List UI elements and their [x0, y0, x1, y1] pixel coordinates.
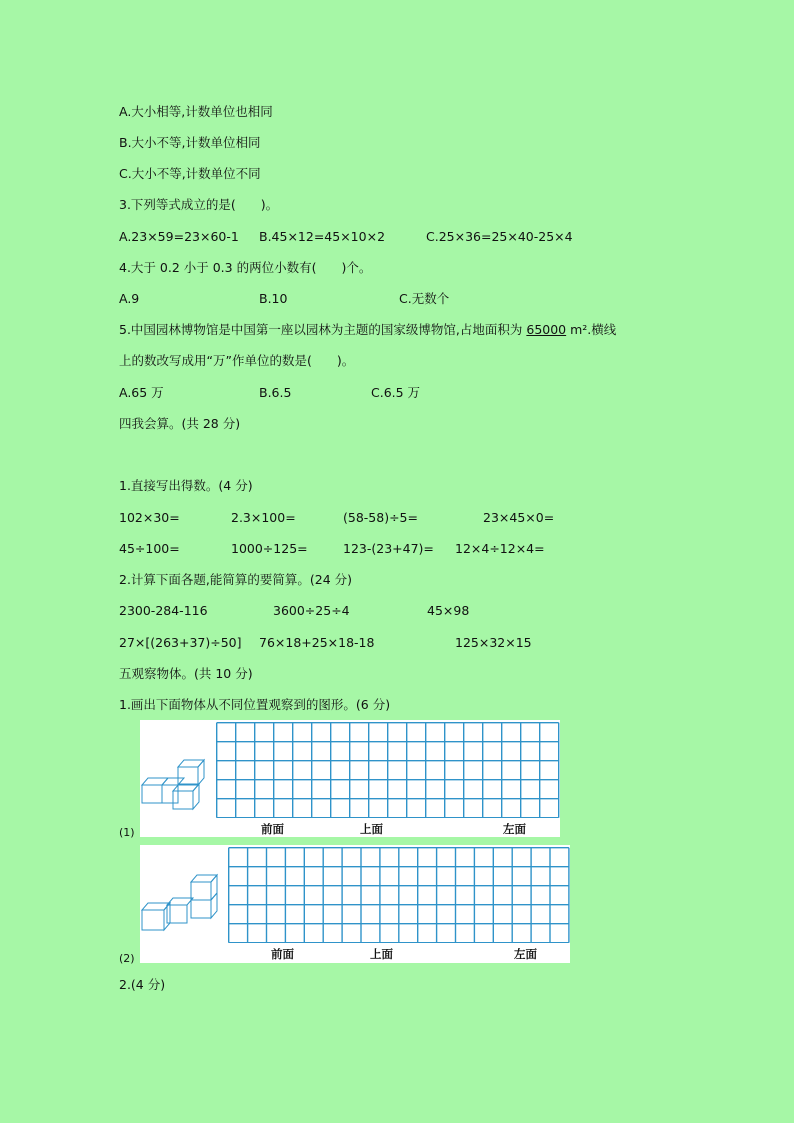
q4-stem: 4.大于 0.2 小于 0.3 的两位小数有( )个。: [119, 260, 372, 275]
section4-part1: 1.直接写出得数。(4 分): [119, 478, 253, 493]
oral-calc-item: 123-(23+47)=: [343, 541, 434, 556]
section5-part2: 2.(4 分): [119, 977, 166, 992]
q5-stem-post: m².横线: [566, 322, 617, 337]
calc-item: 76×18+25×18-18: [259, 635, 375, 650]
option-c: C.大小不等,计数单位不同: [119, 166, 261, 181]
oral-calc-item: (58-58)÷5=: [343, 510, 418, 525]
q5-stem-pre: 5.中国园林博物馆是中国第一座以园林为主题的国家级博物馆,占地面积为: [119, 322, 527, 337]
calc-item: 45×98: [427, 603, 470, 618]
q3-option-b: B.45×12=45×10×2: [259, 229, 386, 244]
figure-2-label-left: 左面: [514, 947, 537, 961]
figure-1-grid: [216, 722, 560, 818]
oral-calc-item: 23×45×0=: [483, 510, 555, 525]
calc-item: 27×[(263+37)÷50]: [119, 635, 242, 650]
figure-1-label-front: 前面: [261, 822, 284, 836]
oral-calc-item: 12×4÷12×4=: [455, 541, 545, 556]
figure-1-label-top: 上面: [360, 822, 383, 836]
q3-option-c: C.25×36=25×40-25×4: [426, 229, 573, 244]
q4-option-b: B.10: [259, 291, 288, 306]
oral-calc-item: 45÷100=: [119, 541, 180, 556]
option-b: B.大小不等,计数单位相同: [119, 135, 261, 150]
section4-part2: 2.计算下面各题,能简算的要简算。(24 分): [119, 572, 353, 587]
q5-option-b: B.6.5: [259, 385, 292, 400]
figure-1-label-left: 左面: [503, 822, 526, 836]
section5-title: 五观察物体。(共 10 分): [119, 666, 253, 681]
figure-2-label-front: 前面: [271, 947, 294, 961]
q3-stem: 3.下列等式成立的是( )。: [119, 197, 279, 212]
section4-title: 四我会算。(共 28 分): [119, 416, 241, 431]
oral-calc-item: 2.3×100=: [231, 510, 296, 525]
q4-option-a: A.9: [119, 291, 140, 306]
calc-item: 2300-284-116: [119, 603, 208, 618]
q4-option-c: C.无数个: [399, 291, 450, 306]
q3-option-a: A.23×59=23×60-1: [119, 229, 239, 244]
calc-item: 3600÷25÷4: [273, 603, 350, 618]
q5-stem: [119, 322, 616, 338]
oral-calc-item: 102×30=: [119, 510, 180, 525]
figure-1-index: (1): [119, 826, 135, 839]
section5-part1: 1.画出下面物体从不同位置观察到的图形。(6 分): [119, 697, 391, 712]
option-a: A.大小相等,计数单位也相同: [119, 104, 273, 119]
figure-2-label-top: 上面: [370, 947, 393, 961]
oral-calc-item: 1000÷125=: [231, 541, 308, 556]
q5-stem-line2: 上的数改写成用“万”作单位的数是( )。: [119, 353, 355, 368]
q5-underlined-number: 65000: [526, 322, 567, 337]
q5-option-a: A.65 万: [119, 385, 164, 400]
figure-2-index: (2): [119, 952, 135, 965]
figure-1-cubes-icon: [140, 755, 210, 815]
q5-option-c: C.6.5 万: [371, 385, 421, 400]
calc-item: 125×32×15: [455, 635, 532, 650]
figure-2-cubes-icon: [140, 872, 220, 936]
figure-2-grid: [228, 847, 570, 943]
